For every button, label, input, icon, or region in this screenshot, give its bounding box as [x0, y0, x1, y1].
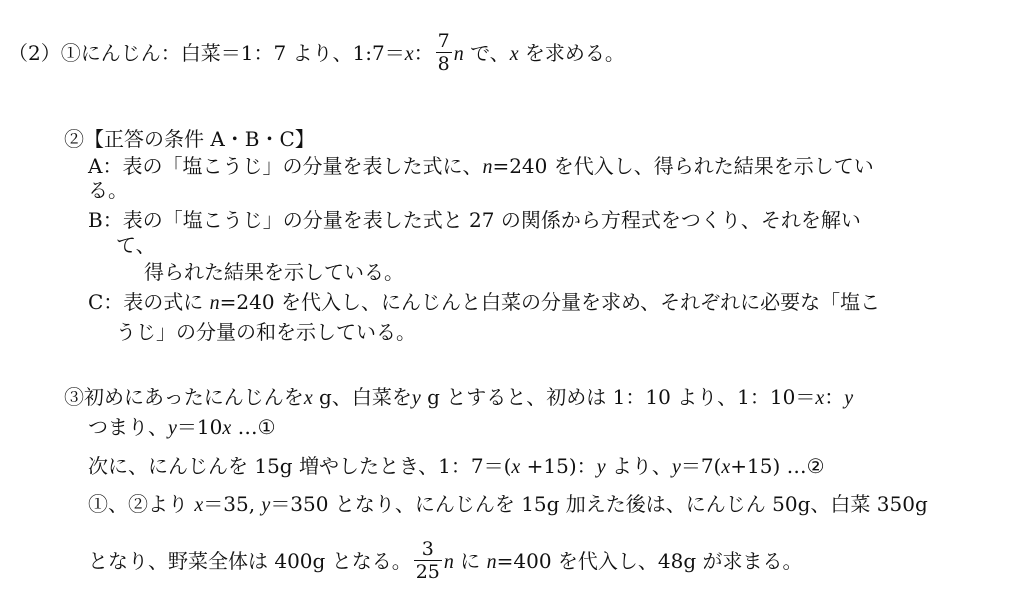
- condition-b-line-3: 得られた結果を示している。: [144, 260, 404, 284]
- solution-line-5: となり、野菜全体は 400g となる。 $\frac{3}{25}$ n に n=400 を代入し、48g が求まる。: [88, 538, 803, 583]
- condition-b-line-1: B：表の「塩こうじ」の分量を表した式と 27 の関係から方程式をつくり、それを解い: [88, 208, 861, 232]
- condition-c-line-2: うじ」の分量の和を示している。: [116, 320, 416, 344]
- section-label: （2）: [8, 41, 61, 65]
- fraction-3-25: $\frac{3}{25}$: [415, 538, 440, 583]
- condition-b-line-2: て、: [116, 233, 156, 257]
- section-2-line-1: （2）①にんじん：白菜＝1：7 より、1:7＝x： $\frac{7}{8}$ n で、x を求める。: [8, 30, 625, 75]
- condition-c-line-1: C：表の式に n=240 を代入し、にんじんと白菜の分量を求め、それぞれに必要な「塩こ: [88, 290, 881, 314]
- conditions-title: ②【正答の条件 A・B・C】: [64, 127, 315, 151]
- condition-a-line-2: る。: [88, 178, 128, 202]
- fraction-7-8: $\frac{7}{8}$: [437, 30, 450, 75]
- solution-line-4: ①、②より x＝35, y＝350 となり、にんじんを 15g 加えた後は、にんじん 50g、白菜 350g: [88, 492, 928, 516]
- condition-a-line-1: A：表の「塩こうじ」の分量を表した式に、n=240 を代入し、得られた結果を示してい: [88, 154, 874, 178]
- solution-line-2: つまり、y＝10x …①: [88, 415, 276, 439]
- solution-line-1: ③初めにあったにんじんをx g、白菜をy g とすると、初めは 1：10 より、1：10＝x：y: [64, 385, 854, 409]
- solution-line-3: 次に、にんじんを 15g 増やしたとき、1：7＝(x +15)：y より、y＝7(x+15) …②: [88, 454, 825, 478]
